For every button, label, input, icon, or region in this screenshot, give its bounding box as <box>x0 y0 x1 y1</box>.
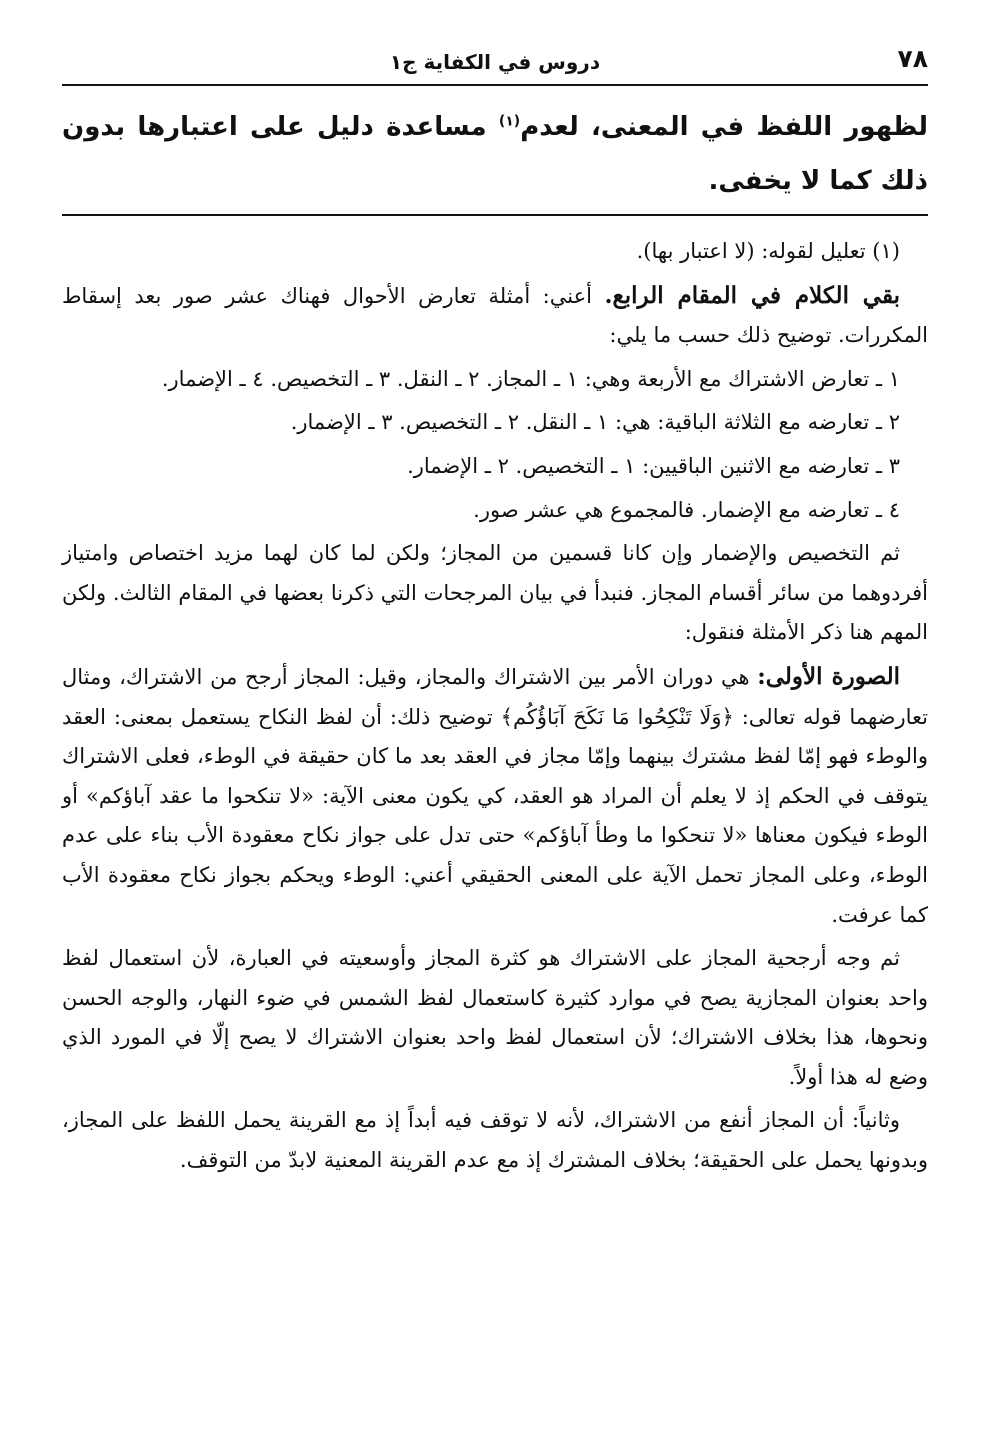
book-page <box>62 38 928 1185</box>
stage-four-text: أعني: أمثلة تعارض الأحوال فهناك عشر صور بعد إسقاط المكررات. توضيح ذلك حسب ما يلي: <box>62 283 928 348</box>
stage-four-paragraph <box>62 276 928 356</box>
first-case-text: هي دوران الأمر بين الاشتراك والمجاز، وقيل: المجاز أرجح من الاشتراك، ومثال تعارضهما قوله تعالى: ﴿وَلَا تَنْكِحُوا مَا نَكَحَ آبَاؤُكُم﴾ توضيح ذلك: أن لفظ النكاح يستعمل بمعنى: العقد والوطء فهو إمّا لفظ مشترك بينهما وإمّا مجاز في العقد بعد ما كان حقيقة في الوطء، فعلى الاشتراك يتوقف في الحكم إذ لا يعلم أن المراد هو العقد، كي يكون معنى الآية: «لا تنكحوا ما عقد آباؤكم» أو الوطء فيكون معناها «لا تنحكوا ما وطأ آباؤكم» حتى تدل على جواز نكاح معقودة الأب بناء على عدم الوطء، وعلى المجاز تحمل الآية على المعنى الحقيقي أعني: الوطء ويحكم بجواز نكاح معقودة الأب كما عرفت. <box>62 664 928 927</box>
list-item: ١ ـ تعارض الاشتراك مع الأربعة وهي: ١ ـ المجاز. ٢ ـ النقل. ٣ ـ التخصيص. ٤ ـ الإضمار. <box>161 366 900 391</box>
list-item: ٤ ـ تعارضه مع الإضمار. فالمجموع هي عشر صور. <box>473 497 900 522</box>
second-reason-paragraph: وثانياً: أن المجاز أنفع من الاشتراك، لأنه لا توقف فيه أبداً إذ مع القرينة يحمل اللفظ على المجاز، وبدونها يحمل على الحقيقة؛ بخلاف المشترك إذ مع عدم القرينة المعنية لابدّ من التوقف. <box>62 1108 928 1173</box>
stage-four-heading: بقي الكلام في المقام الرابع. <box>604 281 901 309</box>
list-item: ٣ ـ تعارضه مع الاثنين الباقيين: ١ ـ التخصيص. ٢ ـ الإضمار. <box>407 453 900 478</box>
footnote-marker: (١) <box>498 113 521 130</box>
footnote: (١) تعليل لقوله: (لا اعتبار بها). <box>636 239 900 263</box>
running-title: دروس في الكفاية ج١ <box>389 50 601 74</box>
section-divider <box>62 214 928 216</box>
first-case-paragraph <box>62 657 928 935</box>
preference-reason-paragraph: ثم وجه أرجحية المجاز على الاشتراك هو كثرة المجاز وأوسعيته في العبارة، لأن استعمال لفظ واحد بعنوان المجازية يصح في موارد كثيرة كاستعمال لفظ الشمس في ضوء النهار، والوجه الحسن ونحوها، هذا بخلاف الاشتراك؛ لأن استعمال لفظ واحد بعنوان الاشتراك لا يصح إلّا في المورد الذي وضع له هذا أولاً. <box>62 946 928 1089</box>
main-text <box>62 86 928 208</box>
page-number: ٧٨ <box>897 44 928 73</box>
list-item: ٢ ـ تعارضه مع الثلاثة الباقية: هي: ١ ـ النقل. ٢ ـ التخصيص. ٣ ـ الإضمار. <box>290 410 900 435</box>
commentary <box>62 232 928 1181</box>
main-text-before-note: لظهور اللفظ في المعنى، لعدم <box>520 112 928 142</box>
first-case-heading: الصورة الأولى: <box>757 662 900 690</box>
page-header <box>62 38 928 86</box>
main-text-after-note: مساعدة دليل على اعتبارها بدون ذلك كما لا يخفى. <box>62 112 928 196</box>
specialization-paragraph: ثم التخصيص والإضمار وإن كانا قسمين من المجاز؛ ولكن لما كان لهما مزيد اختصاص وامتياز أفردوهما من سائر أقسام المجاز. فنبدأ في بيان المرجحات التي ذكرنا بعضها في المقام الثالث. ولكن المهم هنا ذكر الأمثلة فنقول: <box>62 541 928 645</box>
